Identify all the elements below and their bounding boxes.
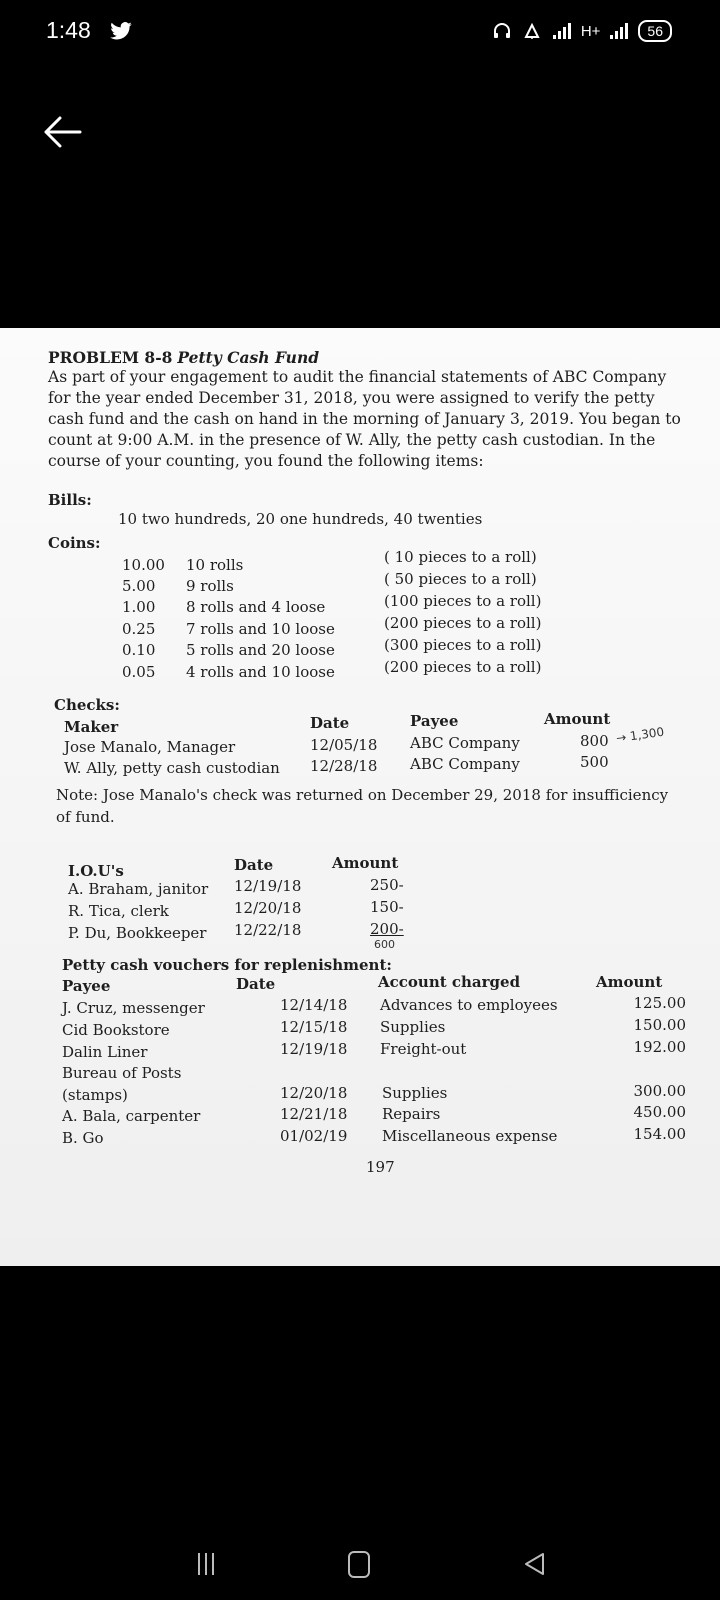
voucher-account: Advances to employees bbox=[380, 996, 558, 1014]
nav-back-icon[interactable] bbox=[522, 1551, 546, 1577]
coin-roll-size: (100 pieces to a roll) bbox=[384, 592, 542, 610]
iou-amount: 150- bbox=[370, 898, 404, 916]
voucher-date: 12/14/18 bbox=[280, 996, 348, 1014]
check-date: 12/28/18 bbox=[310, 757, 378, 775]
voucher-account: Repairs bbox=[382, 1105, 441, 1123]
handwritten-check-total: → 1,300 bbox=[615, 724, 665, 746]
handwritten-iou-total: 600 bbox=[374, 938, 395, 951]
status-time: 1:48 bbox=[46, 17, 91, 43]
voucher-payee: (stamps) bbox=[62, 1086, 128, 1104]
voucher-account: Supplies bbox=[382, 1084, 448, 1102]
coin-denomination: 10.00 bbox=[122, 556, 165, 574]
coin-quantity: 7 rolls and 10 loose bbox=[186, 620, 335, 638]
coin-denomination: 0.10 bbox=[122, 641, 156, 659]
twitter-icon bbox=[110, 22, 132, 40]
coin-roll-size: (300 pieces to a roll) bbox=[384, 636, 542, 654]
vouchers-header-payee: Payee bbox=[62, 977, 111, 995]
voucher-date: 01/02/19 bbox=[280, 1127, 348, 1145]
checks-header-maker: Maker bbox=[64, 718, 119, 736]
back-arrow-icon[interactable] bbox=[40, 114, 84, 150]
iou-date: 12/19/18 bbox=[234, 877, 302, 895]
signal-icon-2 bbox=[610, 23, 628, 39]
problem-title-italic: Petty Cash Fund bbox=[177, 348, 320, 367]
voucher-date: 12/19/18 bbox=[280, 1040, 348, 1058]
coin-denomination: 5.00 bbox=[122, 577, 156, 595]
coin-quantity: 10 rolls bbox=[186, 556, 244, 574]
vouchers-header-amount: Amount bbox=[596, 973, 663, 991]
checks-label: Checks: bbox=[54, 696, 120, 714]
vouchers-header-account: Account charged bbox=[378, 973, 521, 991]
coin-denomination: 0.25 bbox=[122, 620, 156, 638]
coin-roll-size: ( 50 pieces to a roll) bbox=[384, 570, 537, 588]
bills-label: Bills: bbox=[48, 491, 92, 509]
vouchers-title: Petty cash vouchers for replenishment: bbox=[62, 956, 392, 974]
signal-icon bbox=[553, 23, 571, 39]
voucher-date: 12/21/18 bbox=[280, 1105, 348, 1123]
voucher-amount: 192.00 bbox=[633, 1038, 686, 1056]
coin-roll-size: (200 pieces to a roll) bbox=[384, 658, 542, 676]
coin-quantity: 8 rolls and 4 loose bbox=[186, 598, 326, 616]
voucher-amount: 300.00 bbox=[633, 1082, 686, 1100]
voucher-payee: Dalin Liner bbox=[62, 1043, 148, 1061]
note-line: Note: Jose Manalo's check was returned on December 29, 2018 for insufficiency bbox=[56, 786, 669, 804]
checks-header-payee: Payee bbox=[410, 712, 459, 730]
coin-roll-size: ( 10 pieces to a roll) bbox=[384, 548, 537, 566]
voucher-account: Freight-out bbox=[380, 1040, 467, 1058]
coin-quantity: 9 rolls bbox=[186, 577, 234, 595]
iou-name: R. Tica, clerk bbox=[68, 902, 169, 920]
iou-amount: 200- bbox=[370, 920, 404, 938]
iou-date: 12/22/18 bbox=[234, 921, 302, 939]
note-line: of fund. bbox=[56, 808, 115, 826]
intro-line: As part of your engagement to audit the financial statements of ABC Company bbox=[48, 368, 667, 386]
voucher-payee: Cid Bookstore bbox=[62, 1021, 170, 1039]
vouchers-header-date: Date bbox=[236, 975, 276, 993]
check-maker: Jose Manalo, Manager bbox=[64, 738, 236, 756]
document-image bbox=[0, 328, 720, 1266]
coin-roll-size: (200 pieces to a roll) bbox=[384, 614, 542, 632]
voucher-payee: Bureau of Posts bbox=[62, 1064, 182, 1082]
page-number: 197 bbox=[366, 1158, 395, 1176]
problem-title bbox=[48, 348, 319, 367]
coins-label: Coins: bbox=[48, 534, 101, 552]
coin-denomination: 1.00 bbox=[122, 598, 156, 616]
status-icons bbox=[493, 20, 672, 42]
check-amount: 500 bbox=[580, 753, 609, 771]
voucher-account: Supplies bbox=[380, 1018, 446, 1036]
iou-amount: 250- bbox=[370, 876, 404, 894]
voucher-amount: 154.00 bbox=[633, 1125, 686, 1143]
coin-denomination: 0.05 bbox=[122, 663, 156, 681]
checks-header-date: Date bbox=[310, 714, 350, 732]
check-amount: 800 bbox=[580, 732, 609, 750]
status-bar bbox=[0, 0, 720, 64]
voucher-account: Miscellaneous expense bbox=[382, 1127, 558, 1145]
coin-quantity: 5 rolls and 20 loose bbox=[186, 641, 335, 659]
checks-header-amount: Amount bbox=[544, 710, 611, 728]
iou-name: P. Du, Bookkeeper bbox=[68, 924, 207, 942]
intro-line: course of your counting, you found the following items: bbox=[48, 452, 484, 470]
iou-name: A. Braham, janitor bbox=[68, 880, 209, 898]
intro-line: count at 9:00 A.M. in the presence of W. Ally, the petty cash custodian. In the bbox=[48, 431, 656, 449]
voucher-payee: B. Go bbox=[62, 1129, 104, 1147]
problem-title-prefix: PROBLEM 8-8 bbox=[48, 348, 173, 367]
network-type-label: H+ bbox=[580, 22, 601, 40]
voucher-amount: 150.00 bbox=[633, 1016, 686, 1034]
headset-icon bbox=[493, 23, 511, 39]
voucher-amount: 125.00 bbox=[633, 994, 686, 1012]
iou-date: 12/20/18 bbox=[234, 899, 302, 917]
intro-paragraph bbox=[48, 367, 690, 472]
ious-header-name: I.O.U's bbox=[68, 862, 124, 880]
voucher-amount: 450.00 bbox=[633, 1103, 686, 1121]
home-icon[interactable] bbox=[348, 1551, 370, 1578]
navigation-bar bbox=[0, 1540, 720, 1600]
coin-quantity: 4 rolls and 10 loose bbox=[186, 663, 335, 681]
bills-text: 10 two hundreds, 20 one hundreds, 40 twenties bbox=[118, 510, 483, 528]
voucher-date: 12/15/18 bbox=[280, 1018, 348, 1036]
intro-line: for the year ended December 31, 2018, you were assigned to verify the petty bbox=[48, 389, 655, 407]
intro-line: cash fund and the cash on hand in the morning of January 3, 2019. You began to bbox=[48, 410, 681, 428]
recent-apps-icon[interactable] bbox=[196, 1551, 216, 1577]
alarm-icon bbox=[521, 23, 543, 39]
check-payee: ABC Company bbox=[410, 755, 520, 773]
battery-icon: 56 bbox=[638, 20, 672, 42]
voucher-payee: J. Cruz, messenger bbox=[62, 999, 205, 1017]
voucher-payee: A. Bala, carpenter bbox=[62, 1107, 201, 1125]
check-date: 12/05/18 bbox=[310, 736, 378, 754]
check-maker: W. Ally, petty cash custodian bbox=[64, 759, 280, 777]
check-payee: ABC Company bbox=[410, 734, 520, 752]
voucher-date: 12/20/18 bbox=[280, 1084, 348, 1102]
ious-header-amount: Amount bbox=[332, 854, 399, 872]
ious-header-date: Date bbox=[234, 856, 274, 874]
